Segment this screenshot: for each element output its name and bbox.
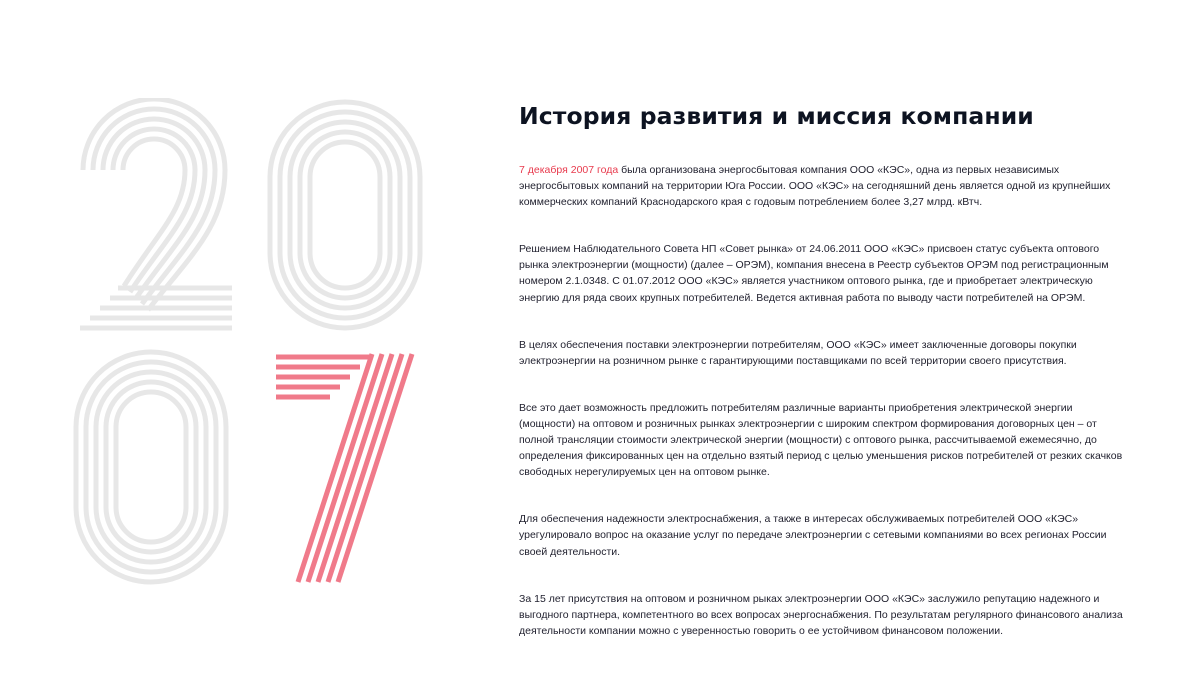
paragraph-reliability: Для обеспечения надежности электроснабжения, а также в интересах обслуживаемых потребителей ООО «КЭС» урегулировало вопрос на оказание услуг по передаче электроэнергии с сетевыми компаниями во всех регионах России своей деятельности. [519, 513, 1107, 558]
history-content [519, 100, 1131, 670]
paragraph-founding [519, 162, 1131, 210]
paragraph-pricing-options: Все это дает возможность предложить потребителям различные варианты приобретения электрической энергии (мощности) на оптовом и розничных рынках электроэнергии с широким спектром формирования договорных цен – от полной трансляции стоимости электрической энергии (мощности) с оптового рынка, рассчитываемой ежемесячно, до определения фиксированных цен на отдельно взятый период с целью уменьшения рисков потребителей от резких скачков свободных нерегулируемых цен на оптовом рынке. [519, 401, 1123, 479]
founding-date-highlight: 7 декабря 2007 года [519, 164, 619, 176]
digit-7-graphic [276, 354, 412, 582]
digit-0-lower-graphic [76, 352, 226, 582]
paragraph-retail-contracts: В целях обеспечения поставки электроэнергии потребителям, ООО «КЭС» имеет заключенные договоры покупки электроэнергии на розничном рынке с гарантирующими поставщиками по всей территории своего присутствия. [519, 338, 1077, 367]
page-title: История развития и миссия компании [519, 102, 1034, 130]
paragraph-wholesale-status: Решением Наблюдательного Совета НП «Совет рынка» от 24.06.2011 ООО «КЭС» присвоен статус субъекта оптового рынка электроэнергии (мощности) (далее – ОРЭМ), компания внесена в Реестр субъектов ОРЭМ под регистрационным номером 2.1.0348. С 01.07.2012 ООО «КЭС» является участником оптового рынка, где и приобретает электрическую энергию для ряда своих крупных потребителей. Ведется активная работа по выводу части потребителей на ОРЭМ. [519, 243, 1109, 304]
year-2007-graphic [70, 98, 440, 588]
paragraph-reputation: За 15 лет присутствия на оптовом и розничном рыках электроэнергии ООО «КЭС» заслужило репутацию надежного и выгодного партнера, компетентного во всех вопросах энергоснабжения. По результатам регулярного финансового анализа деятельности компании можно с уверенностью говорить о ее устойчивом финансовом положении. [519, 592, 1123, 637]
digit-2-graphic [80, 99, 232, 328]
paragraph-text: была организована энергосбытовая компания ООО «КЭС», одна из первых независимых энергосбытовых компаний на территории Юга России. ООО «КЭС» на сегодняшний день является одной из крупнейших коммерческих компаний Краснодарского края с годовым потреблением более 3,27 млрд. кВтч. [519, 164, 1111, 209]
digit-0-upper-graphic [270, 102, 420, 328]
